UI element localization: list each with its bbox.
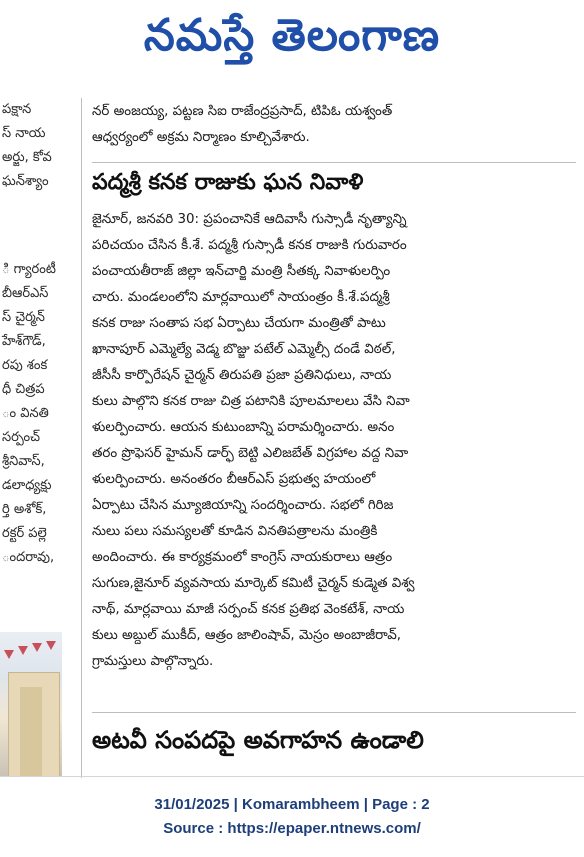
left-column-line: ఘన్‌శ్యాం [2,174,49,189]
article-line: పంచాయతీరాజ్ జిల్లా ఇన్‌చార్జి మంత్రి సీతక్క నివాళులర్పిం [92,264,391,279]
article-divider [92,162,576,163]
article-line: నులు పలు సమస్యలతో కూడిన వినతిపత్రాలను మంత్రికి [92,524,378,539]
source-link[interactable]: Source : https://epaper.ntnews.com/ [163,820,421,837]
newspaper-logo: నమస్తే తెలంగాణ [143,10,441,61]
article-line: గ్రామస్తులు పాల్గొన్నారు. [92,654,214,669]
photo-bunting [18,646,28,655]
left-column-line: సర్పంచ్ [2,430,40,445]
article-line: తరం ప్రొఫెసర్ హైమన్ డార్ఫ్ బెట్టి ఎలిజబేత్ విగ్రహాల వద్ద నివా [92,446,409,461]
article-line: సుగుణ,జైనూర్ వ్యవసాయ మార్కెట్ కమిటీ చైర్మన్ కుడ్మెత విశ్వ [92,576,415,591]
left-column-line: ి గ్యారంటీ [2,262,56,277]
left-column-line: బీఆర్ఎస్ [2,286,49,301]
article-line: ళులర్పించారు. ఆయన కుటుంబాన్ని పరామర్శించారు. అనం [92,420,395,435]
article-line: ళులర్పించారు. అనంతరం బీఆర్ఎస్ ప్రభుత్వ హయంలో [92,472,376,487]
photo-bunting [4,650,14,659]
left-column-line: స్ చైర్మన్ [2,310,45,325]
left-column-line: ధీ చిత్రప [2,382,45,397]
article-line: కులు అబ్దుల్ ముకీద్, ఆత్రం జాలింషావ్, మెస్రం అంబాజీరావ్, [92,628,402,643]
article-line: అందించారు. ఈ కార్యక్రమంలో కాంగ్రెస్ నాయకురాలు ఆత్రం [92,550,393,565]
article-line: జీసీసీ కార్పొరేషన్ చైర్మన్ తిరుపతి ప్రజా ప్రతినిధులు, నాయ [92,368,392,383]
edition-info: 31/01/2025 | Komarambheem | Page : 2 [154,796,430,813]
article-divider [92,712,576,713]
left-column-line: శ్రీనివాస్, [2,454,45,469]
article-headline: అటవీ సంపదపై అవగాహన ఉండాలి [92,726,424,754]
article-headline: పద్మశ్రీ కనక రాజుకు ఘన నివాళి [92,170,364,195]
left-cropped-column [0,98,80,633]
left-column-line: అర్జు, కోవ [2,150,52,165]
article-line: ఏర్పాటు చేసిన మ్యూజియాన్ని సందర్శించారు. సభలో గిరిజ [92,498,394,513]
left-column-line: ం వినతి [2,406,49,421]
article-line: ఖానాపూర్ ఎమ్మెల్యే వెడ్మ బొజ్జు పటేల్ ఎమ్మెల్సీ దండే విఠల్, [92,342,396,357]
left-column-line: రక్టర్ పల్లె [2,526,47,541]
page-bottom-divider [0,776,584,777]
photo-building-detail [20,687,42,777]
article-line: ఆధ్వర్యంలో అక్రమ నిర్మాణం కూల్చివేశారు. [92,130,310,145]
left-column-line: ందరావు, [2,550,55,565]
column-divider [81,98,82,778]
photo-bunting [32,643,42,652]
left-column-line: స్ నాయ [2,126,46,141]
article-line: కులు పాల్గొని కనక రాజు చిత్ర పటానికి పూలమాలలు వేసి నివా [92,394,410,409]
masthead [0,0,584,82]
article-line: కనక రాజు సంతాప సభ ఏర్పాటు చేయగా మంత్రితో పాటు [92,316,386,331]
article-line: చారు. మండలంలోని మార్లవాయిలో సాయంత్రం కీ.శే.పద్మశ్రీ [92,290,390,305]
article-line: నర్ అంజయ్య, పట్టణ సిఐ రాజేంద్రప్రసాద్, టిపిఓ యశ్వంత్ [92,104,393,119]
article-line: పరిచయం చేసిన కీ.శే. పద్మశ్రీ గుస్సాడీ కనక రాజుకి గురువారం [92,238,407,253]
left-column-line: ర్తి అశోక్, [2,502,47,517]
photo-bunting [46,641,56,650]
article-line: నాథ్, మార్లవాయి మాజీ సర్పంచ్ కనక ప్రతిభ వెంకటేశ్, నాయ [92,602,405,617]
cropped-photo [0,632,62,777]
left-column-line: హేశ్‌గౌడ్, [2,334,46,349]
article-line: జైనూర్, జనవరి 30: ప్రపంచానికే ఆదివాసీ గుస్సాడీ నృత్యాన్ని [92,212,407,227]
left-column-line: పక్షాన [2,102,32,117]
left-column-line: రపు శంక [2,358,48,373]
left-column-line: డలాధ్యక్షు [2,478,52,493]
